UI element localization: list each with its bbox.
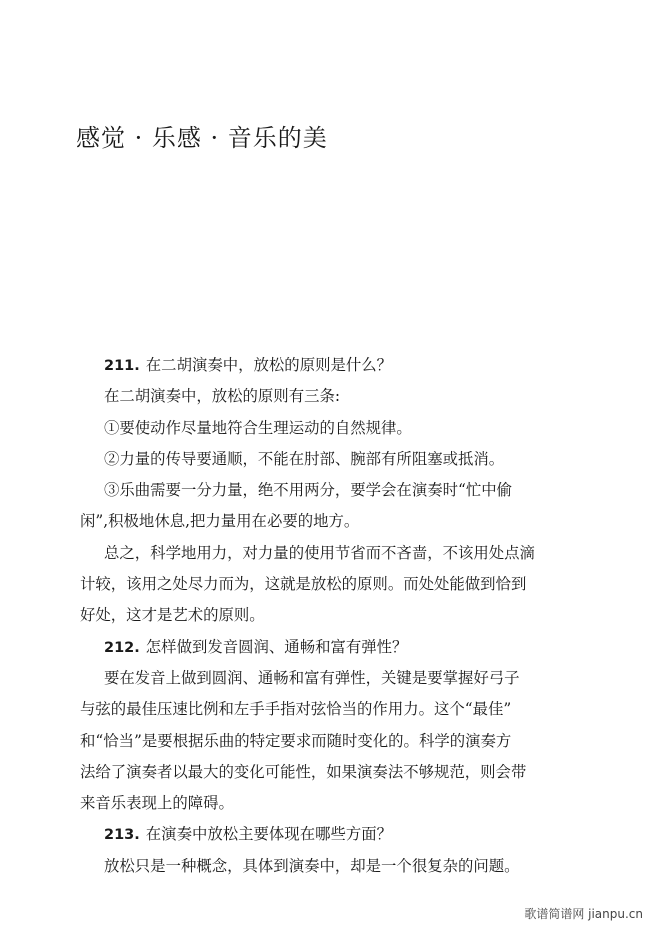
question-number: 213. — [104, 827, 140, 844]
question-213 — [104, 819, 572, 850]
text-line: 和“恰当”是要根据乐曲的特定要求而随时变化的。科学的演奏方 — [80, 731, 512, 750]
text-line: 总之，科学地用力，对力量的使用节省而不吝啬，不该用处点滴 — [104, 543, 535, 562]
text-line: 放松只是一种概念，具体到演奏中，却是一个很复杂的问题。 — [104, 856, 520, 875]
text-line: 计较，该用之处尽力而为，这就是放松的原则。而处处能做到恰到 — [80, 575, 527, 594]
text-line: ③乐曲需要一分力量，绝不用两分，要学会在演奏时“忙中偷 — [104, 481, 513, 500]
text-body — [80, 350, 572, 882]
question-number: 212. — [104, 639, 140, 656]
question-text: 在演奏中放松主要体现在哪些方面？ — [145, 825, 393, 844]
question-211 — [104, 350, 572, 381]
question-212 — [104, 632, 572, 663]
text-line: 来音乐表现上的障碍。 — [80, 794, 234, 813]
text-line: 与弦的最佳压速比例和左手手指对弦恰当的作用力。这个“最佳” — [80, 700, 512, 719]
question-text: 在二胡演奏中，放松的原则是什么？ — [145, 356, 393, 374]
text-line: 闲”,积极地休息,把力量用在必要的地方。 — [80, 512, 360, 531]
text-line: ②力量的传导要通顺，不能在肘部、腕部有所阻塞或抵消。 — [104, 449, 505, 468]
text-line: 好处，这才是艺术的原则。 — [80, 606, 265, 625]
chapter-title: 感觉 · 乐感 · 音乐的美 — [76, 124, 328, 152]
text-line: 在二胡演奏中，放松的原则有三条: — [104, 387, 341, 406]
question-number: 211. — [104, 358, 140, 374]
text-line: 要在发音上做到圆润、通畅和富有弹性，关键是要掌握好弓子 — [104, 668, 520, 687]
text-line: 法给了演奏者以最大的变化可能性，如果演奏法不够规范，则会带 — [80, 762, 527, 781]
text-line: ①要使动作尽量地符合生理运动的自然规律。 — [104, 418, 412, 437]
question-text: 怎样做到发音圆润、通畅和富有弹性？ — [145, 637, 408, 656]
watermark: 歌谱简谱网 jianpu.cn — [524, 907, 643, 921]
